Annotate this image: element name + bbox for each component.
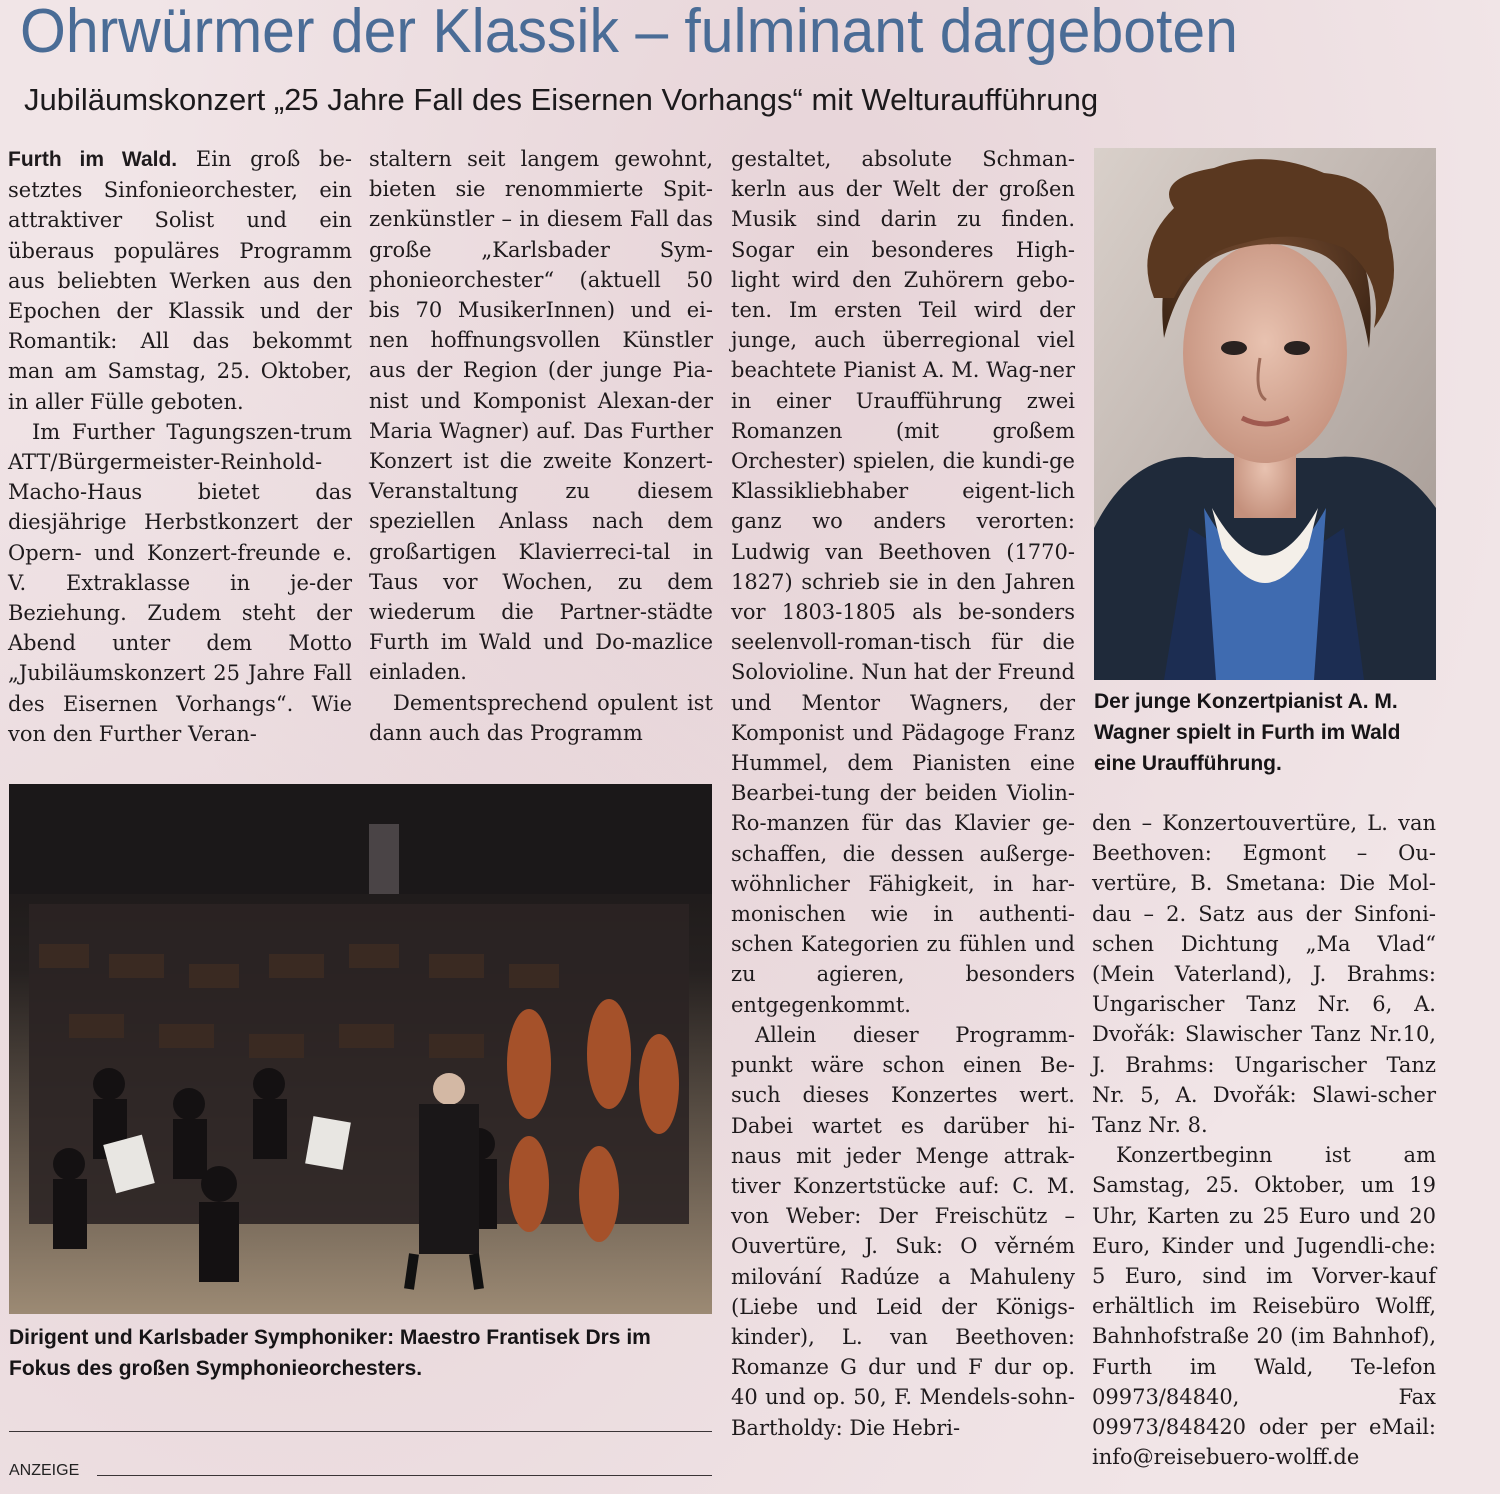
article-column-3: [731, 144, 1075, 1443]
orchestra-caption: Dirigent und Karlsbader Symphoniker: Maestro Frantisek Drs im Fokus des großen Symphonieorchesters.: [9, 1326, 651, 1380]
divider-line: [9, 1431, 712, 1432]
paragraph: Konzertbeginn ist am Samstag, 25. Oktober, um 19 Uhr, Karten zu 25 Euro und 20 Euro, Kinder und Jugendli-che: 5 Euro, sind im Vorver-kauf erhältlich im Reisebüro Wolff, Bahnhofstraße 20 (im Bahnhof), Furth im Wald, Te-lefon 09973/84840, Fax 09973/848420 oder per eMail: info@reisebuero-wolff.de: [1092, 1143, 1436, 1470]
article-column-4: [1092, 808, 1436, 1472]
paragraph: Allein dieser Programm-punkt wäre schon einen Be-such dieses Konzertes wert. Dabei wartet es darüber hi-naus mit jeder Menge attrak-tiver Konzertstücke auf: C. M. von Weber: Der Freischütz – Ouvertüre, J. Suk: O věrném milování Radúze a Mahuleny (Liebe und Leid der Königs-kinder), L. van Beethoven: Romanze G dur und F dur op. 40 und op. 50, F. Mendels-sohn-Bartholdy: Die Hebri-: [731, 1022, 1075, 1440]
article-column-2: [369, 144, 713, 748]
paragraph: den – Konzertouvertüre, L. van Beethoven: Egmont – Ou-vertüre, B. Smetana: Die Mol-dau – 2. Satz aus der Sinfoni-schen Dichtung „Ma Vlad“ (Mein Vaterland), J. Brahms: Ungarischer Tanz Nr. 6, A. Dvořák: Slawischer Tanz Nr.10, J. Brahms: Ungarischer Tanz Nr. 5, A. Dvořák: Slawi-scher Tanz Nr. 8.: [1092, 811, 1436, 1138]
paragraph: gestaltet, absolute Schman-kerln aus der Welt der großen Musik sind darin zu finden. Sogar ein besonderes High-light wird den Zuhörern gebo-ten. Im ersten Teil wird der junge, auch überregional viel beachtete Pianist A. M. Wag-ner in einer Uraufführung zwei Romanzen (mit großem Orchester) spielen, die kundi-ge Klassikliebhaber eigent-lich ganz wo anders verorten: Ludwig van Beethoven (1770-1827) schrieb sie in den Jahren vor 1803-1805 als be-sonders seelenvoll-roman-tisch für die Solovioline. Nun hat der Freund und Mentor Wagners, der Komponist und Pädagoge Franz Hummel, dem Pianisten eine Bearbei-tung der beiden Violin-Ro-manzen für das Klavier ge-schaffen, die dessen außerge-wöhnlicher Fähigkeit, in har-monischen wie in authenti-schen Kategorien zu fühlen und zu agieren, besonders entgegenkommt.: [731, 147, 1075, 1017]
orchestra-photo: [9, 784, 712, 1314]
headline: Ohrwürmer der Klassik – fulminant dargeboten: [20, 0, 1238, 66]
divider-line: [97, 1475, 712, 1476]
portrait-illustration: [1094, 148, 1436, 680]
orchestra-illustration: [9, 784, 712, 1314]
paragraph: Dementsprechend opulent ist dann auch das Programm: [369, 690, 713, 745]
paragraph-text: Ein groß be-setztes Sinfonieorchester, ein attraktiver Solist und ein überaus populäres Programm aus beliebten Werken aus den Epochen der Klassik und der Romantik: All das bekommt man am Samstag, 25. Oktober, in aller Fülle geboten.: [8, 147, 352, 414]
anzeige-label: ANZEIGE: [9, 1462, 80, 1479]
paragraph: staltern seit langem gewohnt, bieten sie renommierte Spit-zenkünstler – in diesem Fall das große „Karlsbader Sym-phonieorchester“ (aktuell 50 bis 70 MusikerInnen) und ei-nen hoffnungsvollen Künstler aus der Region (der junge Pia-nist und Komponist Alexan-der Maria Wagner) auf. Das Further Konzert ist die zweite Konzert-Veranstaltung zu diesem speziellen Anlass nach dem großartigen Klavierreci-tal in Taus vor Wochen, zu dem wiederum die Partner-städte Furth im Wald und Do-mazlice einladen.: [369, 147, 713, 685]
article-column-1: [8, 144, 352, 749]
paragraph: Im Further Tagungszen-trum ATT/Bürgermeister-Reinhold-Macho-Haus bietet das diesjährige Herbstkonzert der Opern- und Konzert-freunde e. V. Extraklasse in je-der Beziehung. Zudem steht der Abend unter dem Motto „Jubiläumskonzert 25 Jahre Fall des Eisernen Vorhangs“. Wie von den Further Veran-: [8, 419, 352, 746]
pianist-portrait-photo: [1094, 148, 1436, 680]
subheadline: Jubiläumskonzert „25 Jahre Fall des Eisernen Vorhangs“ mit Welturaufführung: [24, 82, 1099, 117]
portrait-caption: Der junge Konzertpianist A. M. Wagner spielt in Furth im Wald eine Uraufführung.: [1094, 690, 1401, 775]
dateline: Furth im Wald.: [8, 148, 178, 171]
paragraph: [8, 144, 352, 417]
